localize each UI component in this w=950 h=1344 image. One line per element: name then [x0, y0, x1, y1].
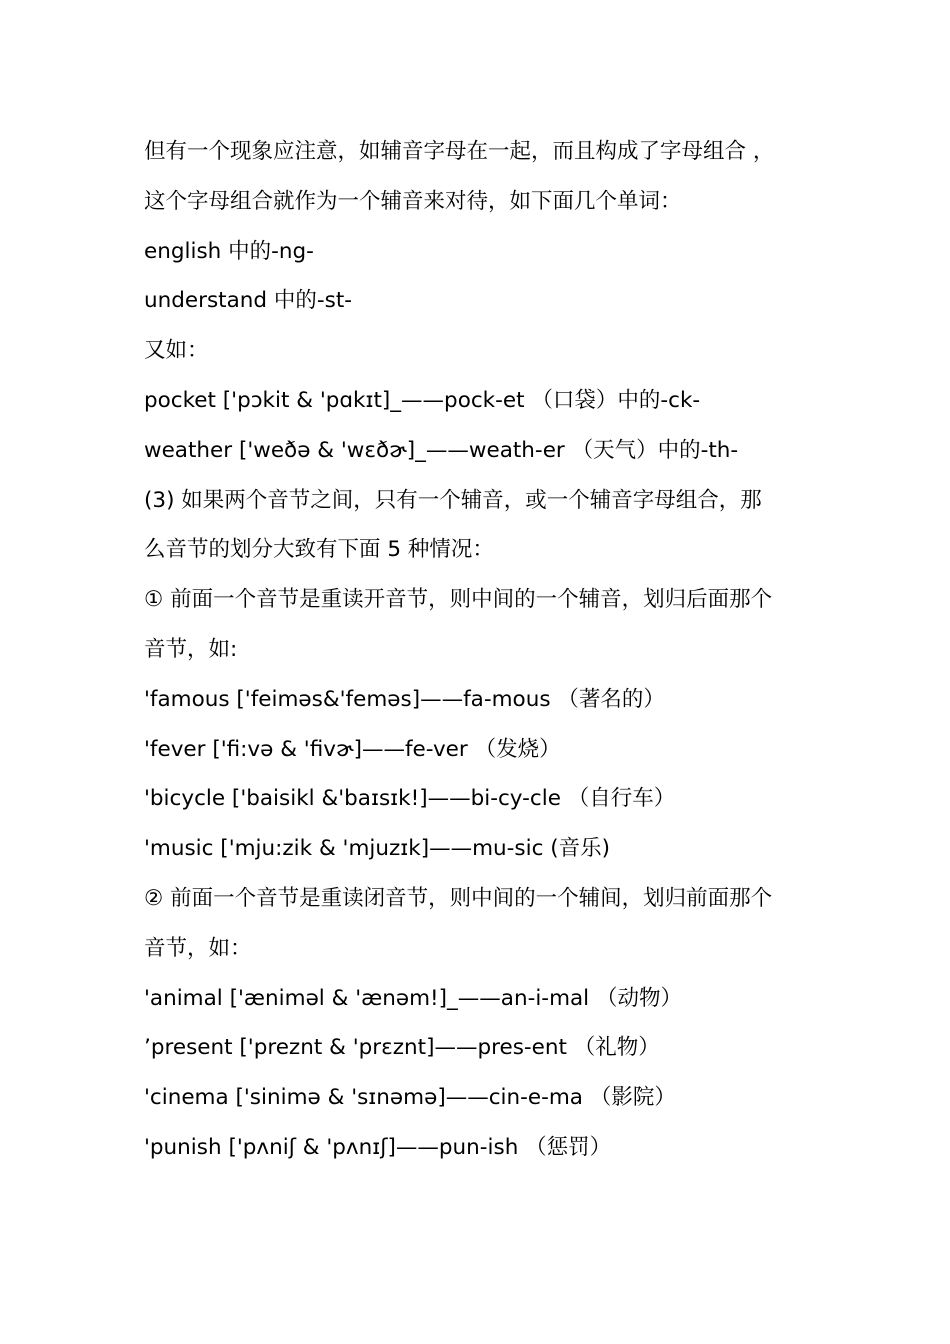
- text-line: 音节，如:: [144, 636, 238, 662]
- text-line: 'animal ['ænimǝl & 'ænəm!]_——an-i-mal （动物）: [144, 985, 682, 1011]
- text-line: ② 前面一个音节是重读闭音节，则中间的一个辅间，划归前面那个: [144, 885, 773, 911]
- text-line: understand 中的-st-: [144, 288, 353, 314]
- text-line: 'music ['mju:zik & 'mjuzɪk]——mu-sic (音乐): [144, 836, 611, 862]
- text-line: 'bicycle ['baisikl &'baɪsɪk!]——bi-cy-cle （自行车）: [144, 786, 676, 812]
- text-line: ’present ['preznt & 'prɛznt]——pres-ent （礼物）: [144, 1035, 660, 1061]
- text-line: 'fever ['fi:və & 'fivɚ]——fe-ver （发烧）: [144, 736, 561, 762]
- text-line: pocket ['pɔkit & 'pɑkɪt]_——pock-et （口袋）中的-ck-: [144, 387, 701, 413]
- text-line: english 中的-ng-: [144, 238, 314, 264]
- text-line: 音节，如：: [144, 935, 252, 961]
- text-line: 但有一个现象应注意，如辅音字母在一起，而且构成了字母组合 ，: [144, 139, 775, 164]
- text-line: 'punish ['pʌniʃ & 'pʌnɪʃ]——pun-ish （惩罚）: [144, 1134, 612, 1160]
- text-line: 'famous ['feiməs&'feməs]——fa-mous （著名的）: [144, 686, 665, 712]
- text-line: (3) 如果两个音节之间，只有一个辅音，或一个辅音字母组合，那: [144, 487, 762, 513]
- text-line: 这个字母组合就作为一个辅音来对待，如下面几个单词：: [144, 188, 682, 214]
- text-line: weather ['weðə & 'wɛðɚ]_——weath-er （天气）中的-th-: [144, 437, 739, 463]
- text-line: 么音节的划分大致有下面 5 种情况：: [144, 537, 494, 563]
- document-body: [144, 127, 824, 1173]
- text-line: 又如：: [144, 338, 209, 364]
- text-line: 'cinema ['sinimə & 'sɪnəmə]——cin-e-ma （影院）: [144, 1085, 676, 1111]
- text-line: ① 前面一个音节是重读开音节，则中间的一个辅音，划归后面那个: [144, 587, 773, 613]
